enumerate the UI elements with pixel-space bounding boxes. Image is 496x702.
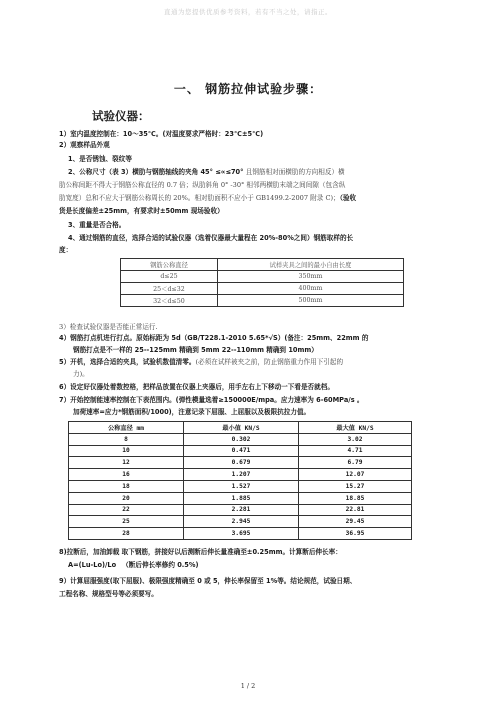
subheading: 试验仪器： — [92, 109, 150, 123]
text-line: 1）室内温度控制在：10～35℃。(对温度要求严格时：23℃±5℃) — [59, 130, 264, 138]
text-line: 货是长度偏差±25mm，有要求时±50mm 现场验收） — [59, 207, 224, 215]
table-row — [69, 492, 412, 504]
table-header-cell: 钢筋公称直径 — [121, 259, 218, 271]
table-cell: 2.945 — [184, 516, 299, 528]
table-row — [69, 445, 412, 457]
table-cell: 16 — [69, 469, 184, 481]
table-cell: 25 — [69, 516, 184, 528]
text-line: 6）设定好仪器处着数控格，把样品放置在仪器上夹器后，用手左右上下移动一下看是否就档。 — [59, 383, 334, 391]
text-line: 度： — [59, 246, 73, 254]
table-header-row — [69, 422, 412, 434]
table-cell: 1.885 — [184, 492, 299, 504]
table-cell: 2.281 — [184, 504, 299, 516]
text-line: 4、通过钢筋的直径，选择合适的试验仪器（选着仪器最大量程在 20%-80%之间）钢筋取样的长 — [68, 234, 354, 242]
table-cell: 15.27 — [299, 480, 412, 492]
table-row — [69, 469, 412, 481]
text-line: 9）计算屈服强度(取下屈服)、极限强度精确至 0 或 5，伸长率保留至 1%等。结论规范，试验日期、 — [59, 577, 357, 585]
table-cell: 1.207 — [184, 469, 299, 481]
text-line: 4）钢筋打点机进行打点。原始标距为 5d（GB/T228.1-2010 5.65*√S）(备注：25mm、22mm 的 — [59, 334, 369, 342]
text-line: 1、是否锈蚀、裂纹等 — [68, 155, 132, 163]
table-cell: 29.45 — [299, 516, 412, 528]
table-cell: 32＜d≤50 — [121, 295, 218, 307]
text-line: 力)。 — [73, 370, 89, 378]
text-line: 3）检查试验仪器是否能正常运行. — [59, 323, 158, 331]
text-line: 工程名称、规格型号等必须要写。 — [59, 590, 158, 598]
table-cell: 28 — [69, 528, 184, 540]
text-line: 5）开机，选择合适的夹具，试验机数值清零。(必须在试样被夹之前，防止钢筋重力作用下引起的 — [59, 358, 344, 366]
table-cell: 25＜d≤32 — [121, 283, 218, 295]
text-line: 8)拉断后，加油卸载 取下钢筋，拼接好以后测断后伸长量准确至±0.25mm。计算断后伸长率： — [59, 548, 342, 556]
text-line: 2、公称尺寸（表 3）横肋与钢筋轴线的夹角 45° ≤∝≤70° 且钢筋相对面横肋的方向相反）横 — [68, 168, 345, 176]
text-line: 肋公称间距不得大于钢筋公称直径的 0.7 倍；纵肋斜角 0° -30° 相邻两横肋末端之间间隙（包含纵 — [59, 181, 346, 189]
table-cell: 3.695 — [184, 528, 299, 540]
table-header-cell: 最小值 KN/S — [184, 422, 299, 434]
page-number: 1 / 2 — [240, 682, 256, 690]
table-cell: 500mm — [218, 295, 404, 307]
clamp-length-table — [120, 258, 404, 307]
text-line: 加荷速率=应力*钢筋面积/1000)，注意记录下屈服、上屈服以及极限抗拉力值。 — [73, 408, 311, 416]
loading-rate-table — [68, 421, 412, 540]
table-row — [121, 271, 404, 283]
table-cell: 350mm — [218, 271, 404, 283]
table-cell: 12.07 — [299, 469, 412, 481]
table-row — [69, 433, 412, 445]
table-cell: 36.95 — [299, 528, 412, 540]
table-cell: 22.81 — [299, 504, 412, 516]
table-cell: 1.527 — [184, 480, 299, 492]
table-row — [69, 480, 412, 492]
table-row — [69, 504, 412, 516]
table-header-row — [121, 259, 404, 271]
table-header-cell: 最大值 KN/S — [299, 422, 412, 434]
table-cell: 4.71 — [299, 445, 412, 457]
table-cell: 0.471 — [184, 445, 299, 457]
table-cell: d≤25 — [121, 271, 218, 283]
text-line: 钢筋打点是不一样的 25--125mm 精确到 5mm 22--110mm 精确到 10mm） — [73, 346, 318, 354]
table-cell: 8 — [69, 433, 184, 445]
table-cell: 20 — [69, 492, 184, 504]
table-row — [69, 516, 412, 528]
section-heading: 一、 钢筋拉伸试验步骤： — [173, 82, 323, 96]
table-cell: 400mm — [218, 283, 404, 295]
table-cell: 0.679 — [184, 457, 299, 469]
text-line: 3、重量是否合格。 — [68, 221, 126, 229]
text-line: 肋宽度）总和不应大于钢筋公称周长的 20%。相对肋面积不应小于 GB1499.2-2007 附录 C)；（验收 — [59, 194, 357, 202]
table-cell: 12 — [69, 457, 184, 469]
table-cell: 6.79 — [299, 457, 412, 469]
text-line: 2）观察样品外观 — [59, 141, 110, 149]
table-row — [121, 283, 404, 295]
table-header-cell: 公称直径 mm — [69, 422, 184, 434]
text-line: A=(Lu-Lo)/Lo （断后伸长率修约 0.5%) — [68, 561, 199, 569]
table-cell: 3.02 — [299, 433, 412, 445]
table-cell: 0.302 — [184, 433, 299, 445]
table-row — [69, 457, 412, 469]
table-header-cell: 试样夹具之间的最小自由长度 — [218, 259, 404, 271]
text-line: 7）开始控制能速率控制在下表范围内。(弹性模量选着≥150000E/mpa。应力速率为 6-60MPa/s 。 — [59, 396, 364, 404]
table-cell: 18 — [69, 480, 184, 492]
table-row — [69, 528, 412, 540]
table-cell: 22 — [69, 504, 184, 516]
table-row — [121, 295, 404, 307]
table-cell: 10 — [69, 445, 184, 457]
watermark-text: 直通为您提供优质参考资料，若有不当之处，请指正。 — [164, 8, 332, 16]
table-cell: 18.85 — [299, 492, 412, 504]
